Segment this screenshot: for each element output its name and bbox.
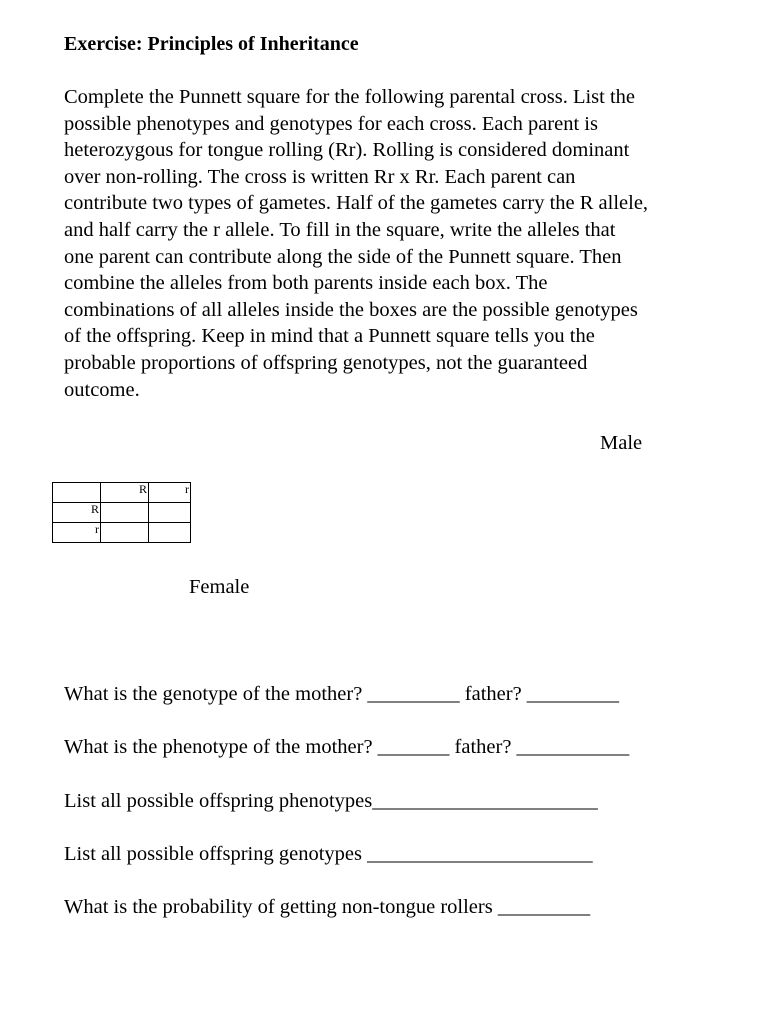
punnett-row-header: r — [53, 523, 101, 543]
instructions-line: combine the alleles from both parents inside each box. The — [64, 272, 548, 295]
instructions-line: contribute two types of gametes. Half of the gametes carry the R allele, — [64, 192, 649, 215]
instructions-line: and half carry the r allele. To fill in the square, write the alleles that — [64, 218, 616, 241]
question-offspring-genotypes: List all possible offspring genotypes ______________________ — [64, 843, 593, 865]
instructions-line: Complete the Punnett square for the following parental cross. List the — [64, 86, 636, 108]
punnett-cell[interactable] — [149, 523, 191, 543]
punnett-cell[interactable] — [101, 503, 149, 523]
page-title: Exercise: Principles of Inheritance — [64, 33, 359, 55]
punnett-cell[interactable] — [101, 523, 149, 543]
male-label: Male — [600, 432, 643, 454]
question-mother-father-genotype: What is the genotype of the mother? _________ father? _________ — [64, 683, 620, 705]
instructions-line: possible phenotypes and genotypes for each cross. Each parent is — [64, 112, 598, 135]
punnett-column-header: r — [149, 483, 191, 503]
punnett-row — [53, 503, 191, 523]
instructions-line: of the offspring. Keep in mind that a Punnett square tells you the — [64, 325, 595, 348]
punnett-column-header: R — [101, 483, 149, 503]
instructions-line: outcome. — [64, 378, 140, 401]
instructions-line: probable proportions of offspring genotypes, not the guaranteed — [64, 351, 588, 374]
punnett-square — [52, 482, 191, 543]
punnett-header-row — [53, 483, 191, 503]
instructions-line: heterozygous for tongue rolling (Rr). Rolling is considered dominant — [64, 139, 630, 162]
question-mother-father-phenotype: What is the phenotype of the mother? _______ father? ___________ — [64, 736, 630, 758]
punnett-corner-cell — [53, 483, 101, 503]
punnett-row-header: R — [53, 503, 101, 523]
question-offspring-phenotypes: List all possible offspring phenotypes______________________ — [64, 790, 598, 812]
punnett-cell[interactable] — [149, 503, 191, 523]
punnett-row — [53, 523, 191, 543]
instructions-line: combinations of all alleles inside the boxes are the possible genotypes — [64, 298, 638, 321]
instructions-line: over non-rolling. The cross is written Rr x Rr. Each parent can — [64, 165, 576, 188]
question-non-roller-probability: What is the probability of getting non-tongue rollers _________ — [64, 896, 591, 918]
instructions-paragraph — [64, 84, 744, 403]
female-label: Female — [189, 576, 250, 598]
instructions-line: one parent can contribute along the side of the Punnett square. Then — [64, 245, 622, 268]
